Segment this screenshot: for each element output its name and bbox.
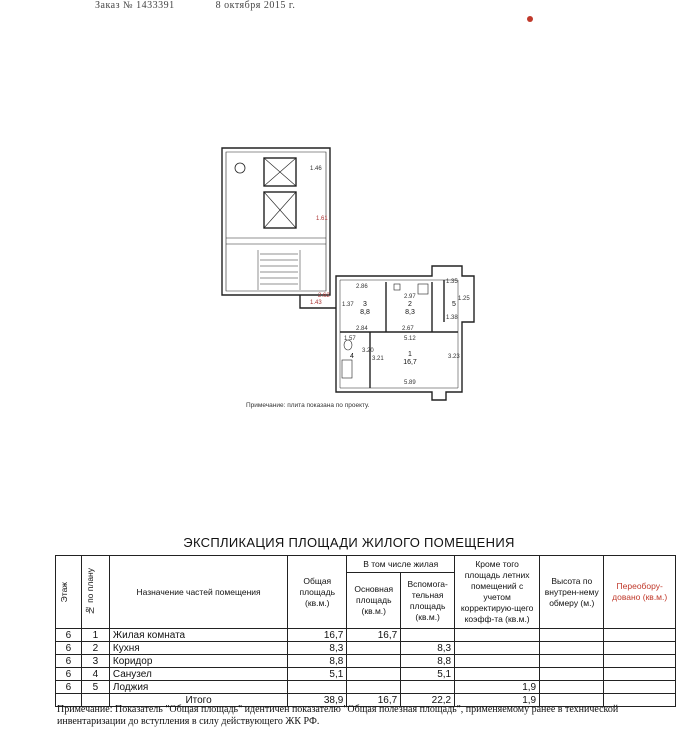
- cell-aux: [401, 629, 455, 642]
- cell-summer: 1,9: [455, 681, 540, 694]
- table-row: [56, 668, 676, 681]
- cell-floor: 6: [56, 629, 82, 642]
- room-number: 3: [363, 301, 367, 308]
- totals-aux: 22,2: [401, 694, 455, 707]
- dim-label: 2.97: [404, 294, 416, 300]
- explication-table: [55, 555, 676, 707]
- cell-aux: [401, 681, 455, 694]
- room-area: 16,7: [403, 359, 417, 366]
- cell-aux: 8,3: [401, 642, 455, 655]
- cell-summer: [455, 655, 540, 668]
- col-name: Назначение частей помещения: [109, 556, 287, 629]
- order-number: Заказ № 1433391: [95, 0, 175, 11]
- room-area: 8,8: [360, 309, 370, 316]
- cell-name: Коридор: [109, 655, 287, 668]
- cell-name: Лоджия: [109, 681, 287, 694]
- dim-label: 1.25: [458, 296, 470, 302]
- cell-aux: 8,8: [401, 655, 455, 668]
- dim-label: 3.23: [448, 354, 460, 360]
- cell-aux: 5,1: [401, 668, 455, 681]
- order-date: 8 октября 2015 г.: [215, 0, 296, 11]
- room-area: 8,3: [405, 309, 415, 316]
- dim-label: 2.67: [402, 326, 414, 332]
- cell-total: 16,7: [288, 629, 347, 642]
- cell-main: 16,7: [347, 629, 401, 642]
- room-number: 5: [452, 301, 456, 308]
- dim-label: 1.37: [342, 302, 354, 308]
- cell-floor: 6: [56, 681, 82, 694]
- totals-summer: 1,9: [455, 694, 540, 707]
- dim-label: 5.12: [404, 336, 416, 342]
- cell-floor: 6: [56, 668, 82, 681]
- col-aux: Вспомога-тельная площадь (кв.м.): [401, 573, 455, 629]
- cell-floor: 6: [56, 642, 82, 655]
- stairs: [258, 250, 300, 290]
- cell-summer: [455, 629, 540, 642]
- col-incl: В том числе жилая: [347, 556, 455, 573]
- room-number: 2: [408, 301, 412, 308]
- col-total: Общая площадь (кв.м.): [288, 556, 347, 629]
- cell-no: 5: [81, 681, 109, 694]
- cell-total: 8,8: [288, 655, 347, 668]
- col-summer: Кроме того площадь летних помещений с учетом корректирую-щего коэфф-та (кв.м.): [455, 556, 540, 629]
- cell-total: 8,3: [288, 642, 347, 655]
- table-title: ЭКСПЛИКАЦИЯ ПЛОЩАДИ ЖИЛОГО ПОМЕЩЕНИЯ: [183, 535, 515, 550]
- dim-label: 1.46: [310, 166, 322, 172]
- cell-no: 3: [81, 655, 109, 668]
- dim-label: 2.62: [318, 293, 330, 299]
- table-row: [56, 681, 676, 694]
- dim-label: 1.35: [446, 279, 458, 285]
- dim-label: 1.61: [316, 216, 328, 222]
- dim-label: 1.38: [446, 315, 458, 321]
- cell-no: 4: [81, 668, 109, 681]
- cell-total: 5,1: [288, 668, 347, 681]
- dim-label: 3.21: [372, 356, 384, 362]
- cell-summer: [455, 668, 540, 681]
- dim-label: 5.89: [404, 380, 416, 386]
- col-main: Основная площадь (кв.м.): [347, 573, 401, 629]
- room-number: 4: [350, 353, 354, 360]
- cell-no: 2: [81, 642, 109, 655]
- footnote: Примечание: Показатель "Общая площадь" идентичен показателю "Общая полезная площадь", применяемому ранее в технической инвентаризации до вступления в силу действующего ЖК РФ.: [57, 704, 619, 727]
- dim-label: 2.84: [356, 326, 368, 332]
- col-height: Высота по внутрен-нему обмеру (м.): [540, 556, 604, 629]
- cell-no: 1: [81, 629, 109, 642]
- dim-label: 2.86: [356, 284, 368, 290]
- totals-total: 38,9: [288, 694, 347, 707]
- cell-total: [288, 681, 347, 694]
- table-row: [56, 655, 676, 668]
- table-row: [56, 642, 676, 655]
- cell-main: [347, 681, 401, 694]
- totals-main: 16,7: [347, 694, 401, 707]
- cell-name: Кухня: [109, 642, 287, 655]
- cell-main: [347, 668, 401, 681]
- cell-floor: 6: [56, 655, 82, 668]
- dim-label: 1.43: [310, 300, 322, 306]
- col-plan-no: № по плану: [84, 568, 95, 616]
- room-number: 1: [408, 351, 412, 358]
- cell-main: [347, 642, 401, 655]
- cell-name: Жилая комната: [109, 629, 287, 642]
- cell-main: [347, 655, 401, 668]
- plan-note: Примечание: плита показана по проекту.: [246, 402, 370, 409]
- col-rework: Переобору-довано (кв.м.): [604, 556, 676, 629]
- cell-name: Санузел: [109, 668, 287, 681]
- dim-label: 3.20: [362, 348, 374, 354]
- totals-label: Итого: [109, 694, 287, 707]
- col-floor: Этаж: [59, 581, 69, 603]
- dim-label: 1.57: [344, 336, 356, 342]
- cell-summer: [455, 642, 540, 655]
- table-row: [56, 629, 676, 642]
